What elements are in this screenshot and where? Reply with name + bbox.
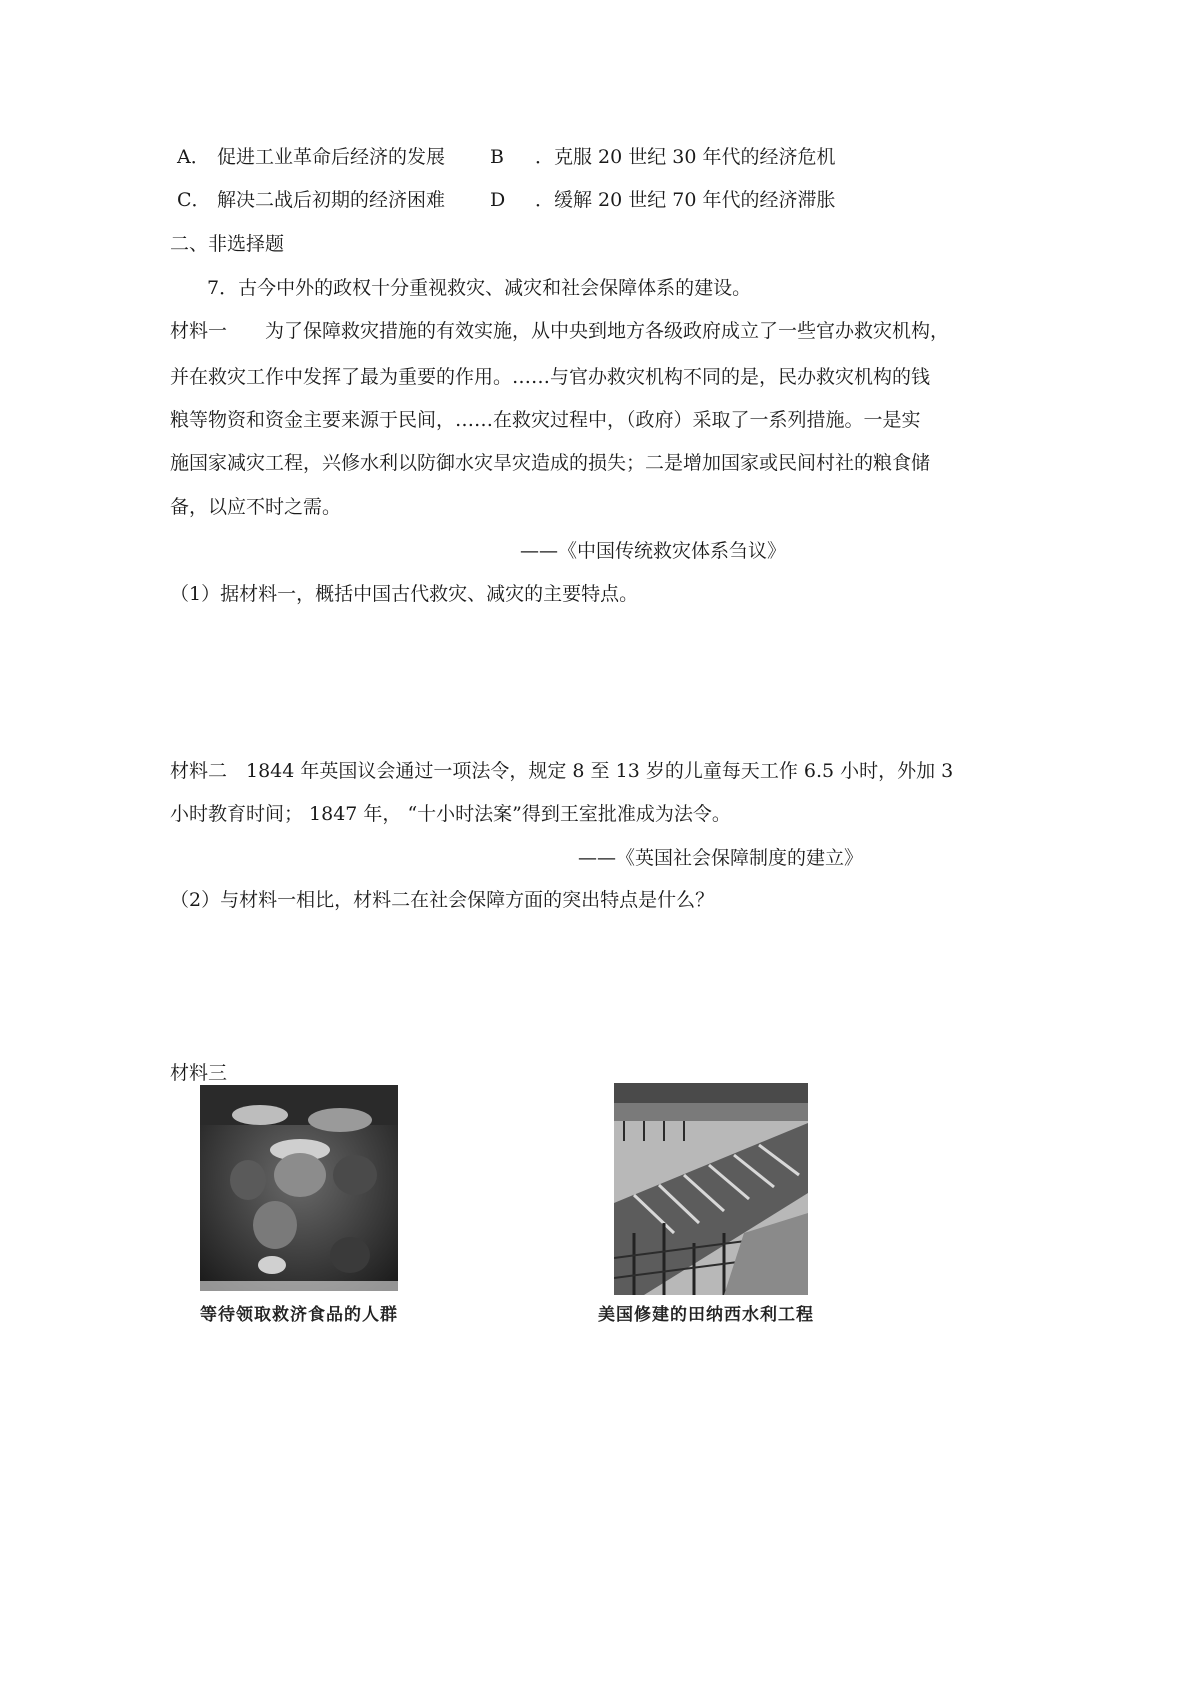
material1-line4: 施国家减灾工程，兴修水利以防御水灾旱灾造成的损失；二是增加国家或民间村社的粮食储 [170,452,931,474]
option-d-text: ．缓解 20 世纪 70 年代的经济滞胀 [535,189,836,211]
material1-source: ——《中国传统救灾体系刍议》 [520,540,787,562]
material3-label: 材料三 [170,1062,228,1084]
option-a-letter: A． [177,146,210,168]
relief-crowd-caption: 等待领取救济食品的人群 [200,1305,398,1325]
option-a-text: 促进工业革命后经济的发展 [217,146,446,168]
material2-source: ——《英国社会保障制度的建立》 [578,847,864,869]
material2-line1: 材料二 1844 年英国议会通过一项法令，规定 8 至 13 岁的儿童每天工作 6.5 小时，外加 3 [170,760,954,782]
material2-line2: 小时教育时间； 1847 年， “十小时法案”得到王室批准成为法令。 [170,803,731,825]
tva-dam-caption: 美国修建的田纳西水利工程 [598,1305,814,1325]
material1-line3: 粮等物资和资金主要来源于民间，……在救灾过程中，（政府）采取了一系列措施。一是实 [170,409,921,431]
question-1: （1）据材料一，概括中国古代救灾、减灾的主要特点。 [170,583,639,605]
relief-crowd-photo [200,1085,398,1291]
option-d-letter: D [490,189,506,211]
material1-line5: 备，以应不时之需。 [170,496,342,518]
section-title: 二、非选择题 [170,233,285,255]
option-c-letter: C． [177,189,211,211]
option-b-text: ．克服 20 世纪 30 年代的经济危机 [535,146,836,168]
material1-line1: 材料一 为了保障救灾措施的有效实施，从中央到地方各级政府成立了一些官办救灾机构， [170,320,950,342]
material1-line2: 并在救灾工作中发挥了最为重要的作用。……与官办救灾机构不同的是，民办救灾机构的钱 [170,366,931,388]
option-b-letter: B [490,146,504,168]
option-c-text: 解决二战后初期的经济困难 [217,189,446,211]
tva-dam-photo [614,1083,808,1295]
question-7: 7．古今中外的政权十分重视救灾、减灾和社会保障体系的建设。 [207,277,752,299]
question-2: （2）与材料一相比，材料二在社会保障方面的突出特点是什么？ [170,889,715,911]
